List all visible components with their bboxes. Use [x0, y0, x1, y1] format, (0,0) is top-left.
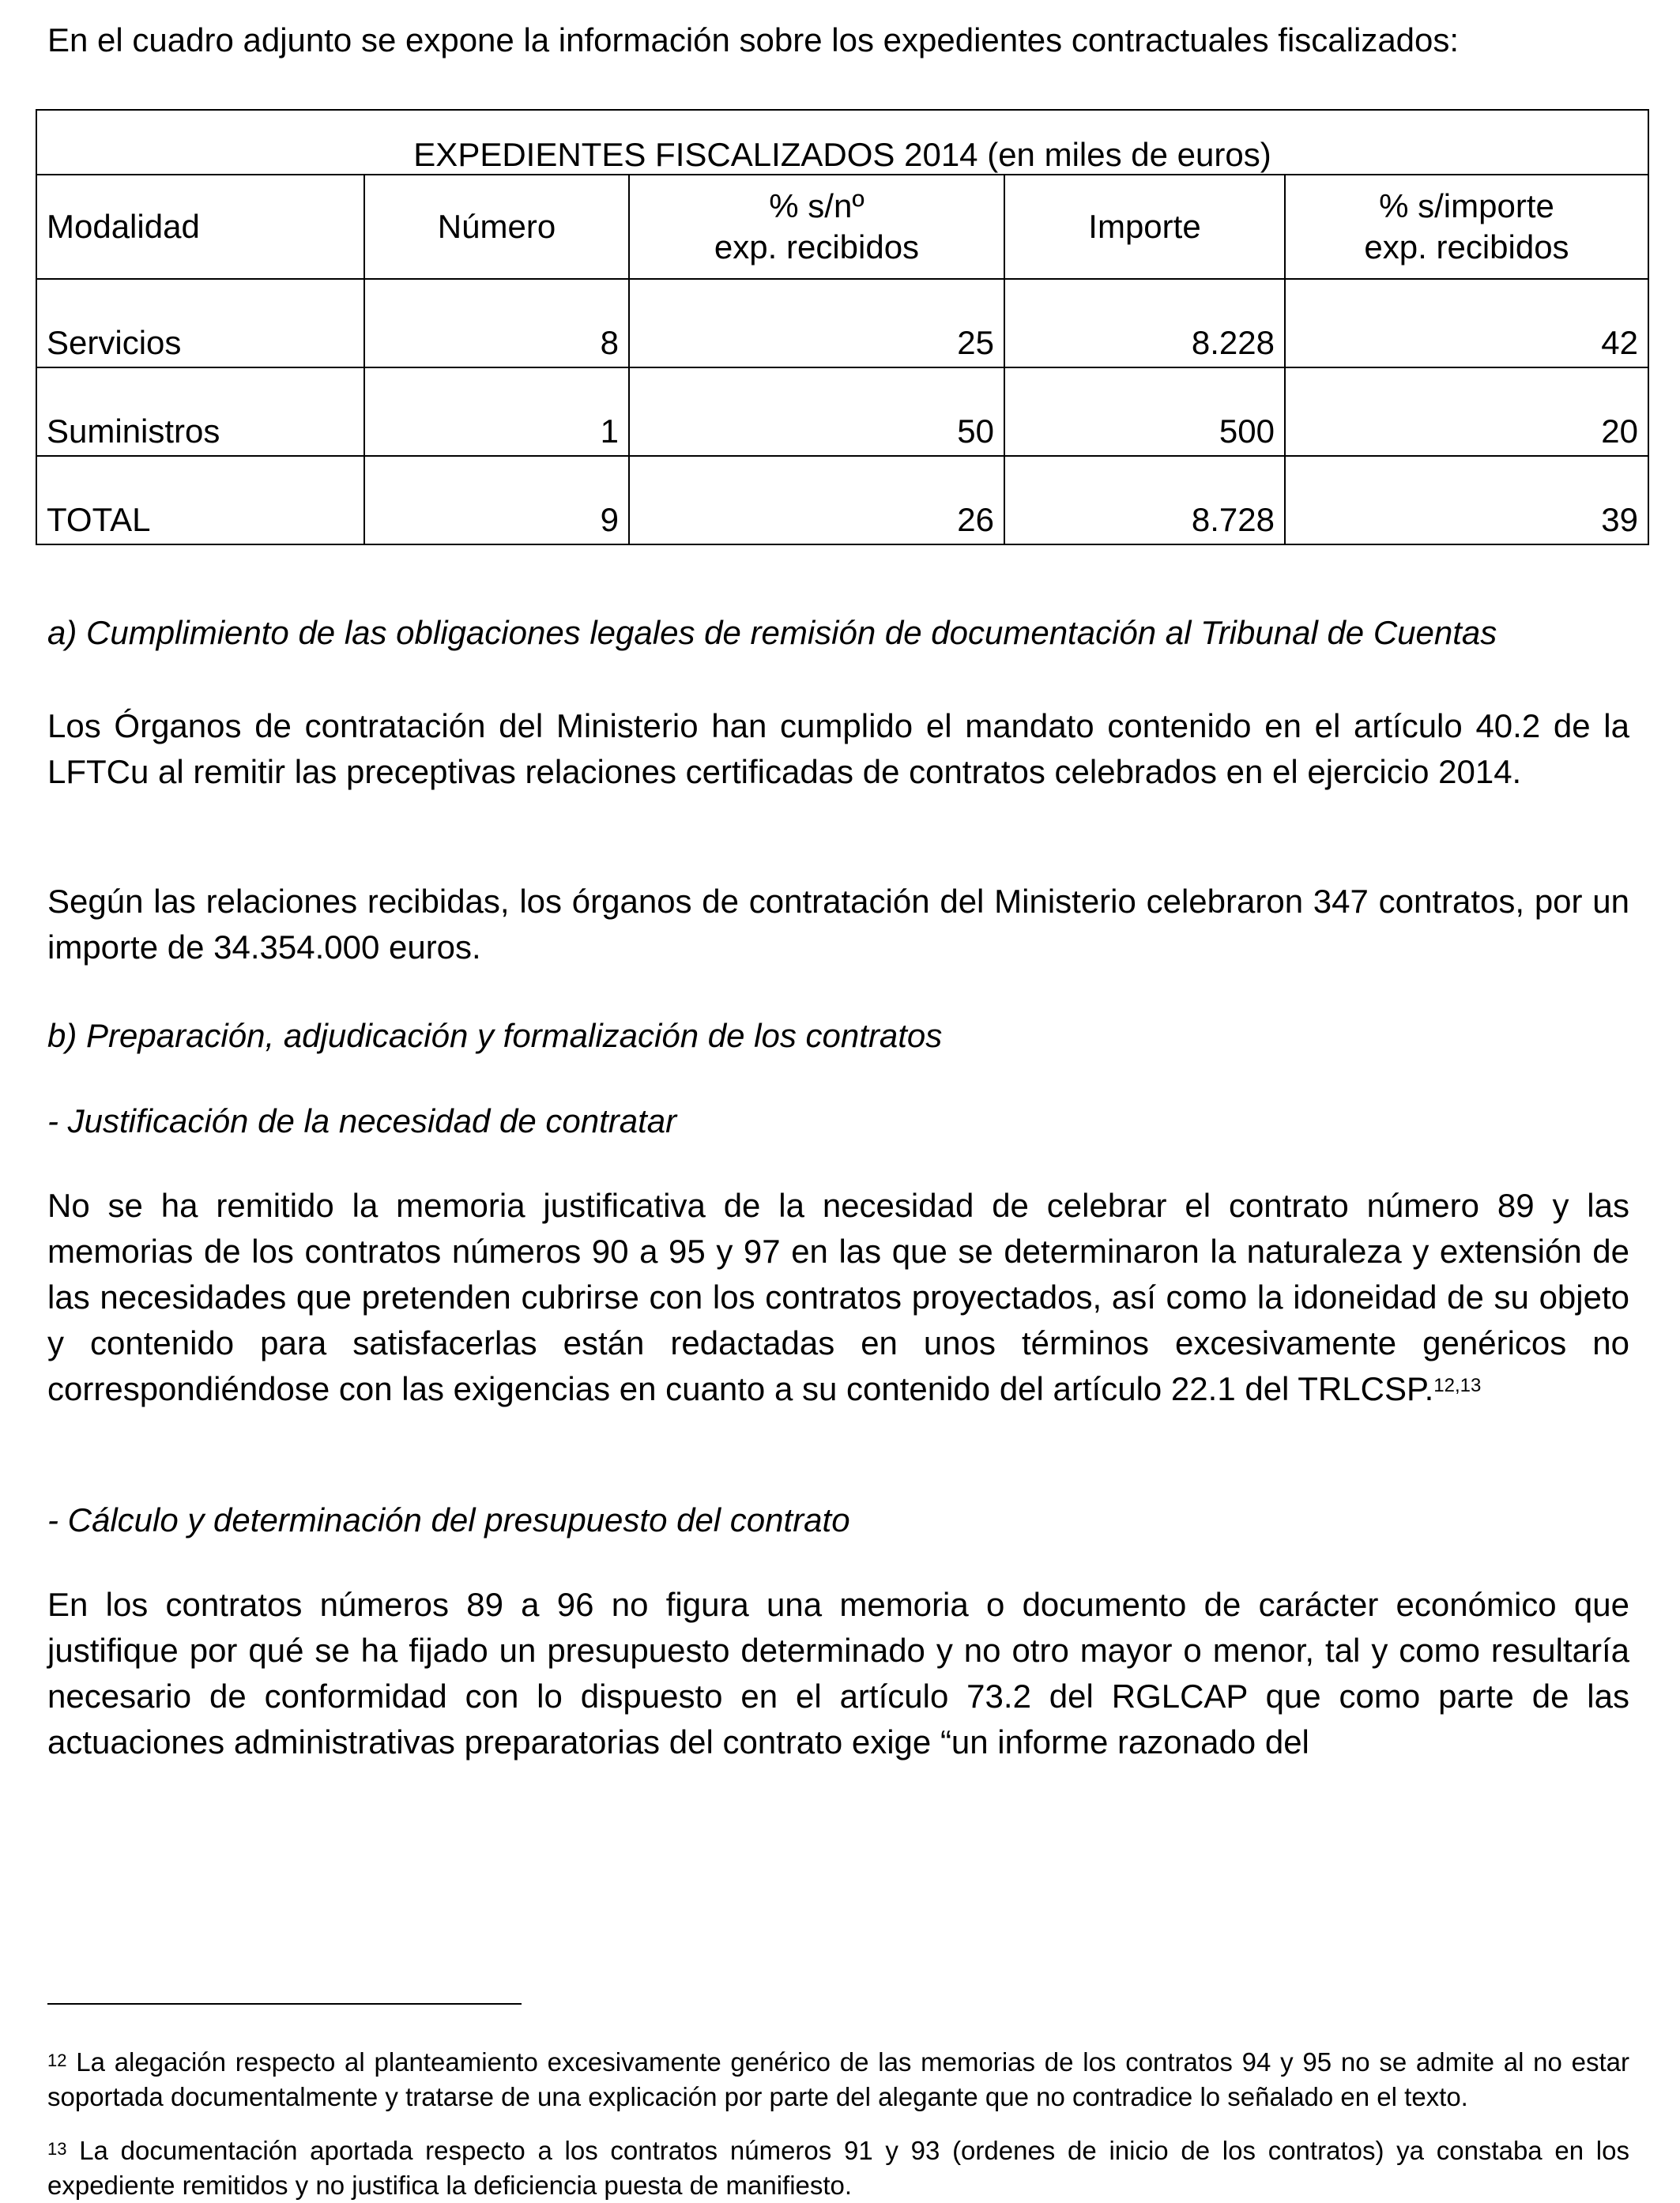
- paragraph-3: [47, 1183, 1629, 1412]
- footnote-13: [47, 2133, 1629, 2203]
- header-pct-importe-line1: % s/importe: [1379, 187, 1554, 224]
- table-title-row: [36, 110, 1648, 175]
- cell-modalidad: TOTAL: [36, 456, 364, 544]
- footnote-ref[interactable]: 12,13: [1433, 1375, 1482, 1396]
- header-pct-importe: [1285, 175, 1648, 279]
- cell-pct-numero: 26: [629, 456, 1004, 544]
- intro-text: En el cuadro adjunto se expone la información sobre los expedientes contractuales fiscalizados:: [47, 21, 1460, 58]
- table-row: [36, 367, 1648, 456]
- footnote-text: La alegación respecto al planteamiento excesivamente genérico de las memorias de los contratos 94 y 95 no se admite al no estar soportada documentalmente y tratarse de una explicación por parte del alegante que no contradice lo señalado en el texto.: [47, 2047, 1629, 2111]
- header-pct-numero-line1: % s/nº: [769, 187, 864, 224]
- paragraph-2: Según las relaciones recibidas, los órganos de contratación del Ministerio celebraron 347 contratos, por un importe de 34.354.000 euros.: [47, 883, 1629, 966]
- table-header-row: [36, 175, 1648, 279]
- cell-pct-numero: 50: [629, 367, 1004, 456]
- cell-importe: 8.728: [1004, 456, 1285, 544]
- expedientes-table: [36, 109, 1649, 545]
- header-numero: Número: [364, 175, 629, 279]
- section-a-heading: a) Cumplimiento de las obligaciones legales de remisión de documentación al Tribunal de Cuentas: [47, 614, 1497, 651]
- table-row-total: [36, 456, 1648, 544]
- header-modalidad: Modalidad: [36, 175, 364, 279]
- cell-modalidad: Servicios: [36, 279, 364, 367]
- footnote-12: [47, 2045, 1629, 2115]
- cell-numero: 8: [364, 279, 629, 367]
- footnote-text: La documentación aportada respecto a los contratos números 91 y 93 (ordenes de inicio de los contratos) ya constaba en los expediente remitidos y no justifica la deficiencia puesta de manifiesto.: [47, 2136, 1629, 2200]
- header-pct-numero: [629, 175, 1004, 279]
- cell-pct-importe: 20: [1285, 367, 1648, 456]
- header-importe: Importe: [1004, 175, 1285, 279]
- paragraph-4: En los contratos números 89 a 96 no figura una memoria o documento de carácter económico que justifique por qué se ha fijado un presupuesto determinado y no otro mayor o menor, tal y como resultaría necesario de conformidad con lo dispuesto en el artículo 73.2 del RGLCAP que como parte de las actuaciones administrativas preparatorias del contrato exige “un informe razonado del: [47, 1586, 1629, 1761]
- subheading-justificacion: - Justificación de la necesidad de contratar: [47, 1102, 677, 1139]
- table-row: [36, 279, 1648, 367]
- footnote-number: 13: [47, 2139, 67, 2159]
- section-b-heading: b) Preparación, adjudicación y formalización de los contratos: [47, 1017, 943, 1054]
- header-pct-numero-line2: exp. recibidos: [714, 228, 920, 265]
- paragraph-3-text: No se ha remitido la memoria justificativa de la necesidad de celebrar el contrato número 89 y las memorias de los contratos números 90 a 95 y 97 en las que se determinaron la naturaleza y extensión de las necesidades que pretenden cubrirse con los contratos proyectados, así como la idoneidad de su objeto y contenido para satisfacerlas están redactadas en unos términos excesivamente genéricos no correspondiéndose con las exigencias en cuanto a su contenido del artículo 22.1 del TRLCSP.: [47, 1187, 1629, 1407]
- subheading-presupuesto: - Cálculo y determinación del presupuesto del contrato: [47, 1501, 850, 1538]
- table-title: EXPEDIENTES FISCALIZADOS 2014 (en miles de euros): [36, 110, 1648, 175]
- cell-numero: 9: [364, 456, 629, 544]
- cell-pct-numero: 25: [629, 279, 1004, 367]
- footnote-divider: [47, 2003, 522, 2005]
- cell-modalidad: Suministros: [36, 367, 364, 456]
- header-pct-importe-line2: exp. recibidos: [1364, 228, 1569, 265]
- footnote-number: 12: [47, 2050, 67, 2070]
- paragraph-1: Los Órganos de contratación del Ministerio han cumplido el mandato contenido en el artículo 40.2 de la LFTCu al remitir las preceptivas relaciones certificadas de contratos celebrados en el ejercicio 2014.: [47, 707, 1629, 790]
- cell-importe: 500: [1004, 367, 1285, 456]
- cell-numero: 1: [364, 367, 629, 456]
- cell-pct-importe: 42: [1285, 279, 1648, 367]
- cell-pct-importe: 39: [1285, 456, 1648, 544]
- cell-importe: 8.228: [1004, 279, 1285, 367]
